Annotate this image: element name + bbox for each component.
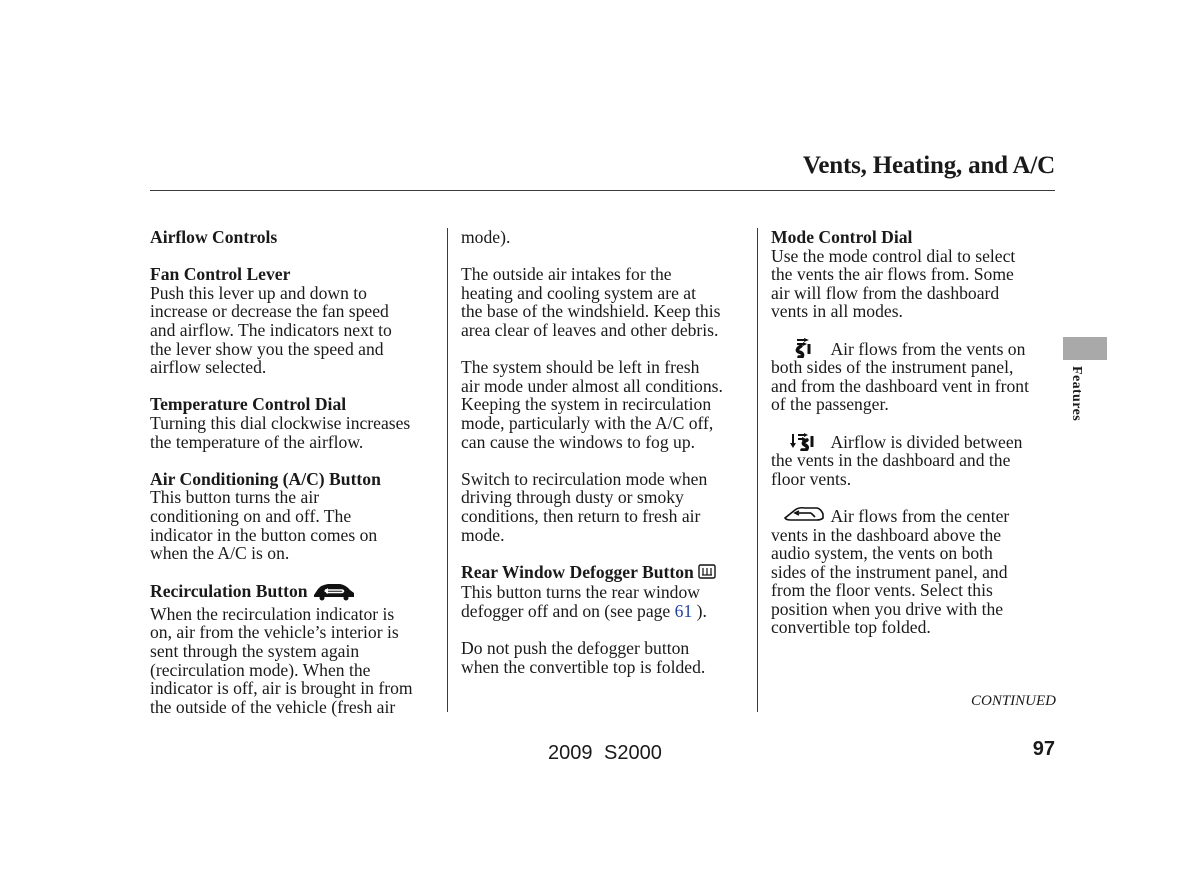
body-line: area clear of leaves and other debris. [461,319,719,340]
body-line: Keeping the system in recirculation [461,394,712,415]
body-line: vents in the dashboard above the [771,524,1002,545]
section-tab-label: Features [1069,366,1084,422]
rear-defogger-icon [698,564,716,584]
section-heading: Airflow Controls [150,227,278,247]
page-reference-link[interactable]: 61 [674,601,693,622]
body-line: conditions, then return to fresh air [461,505,701,526]
body-line: the lever show you the speed and [150,338,384,359]
body-line: sent through the system again [150,641,360,662]
header-rule [150,190,1055,191]
column-middle [461,228,751,695]
body-line: indicator is off, air is brought in from [150,678,413,699]
body-line: mode). [461,227,511,247]
section-heading: Temperature Control Dial [150,394,347,415]
body-text: Air flows from the vents on [830,338,1026,359]
body-line: conditioning on and off. The [150,505,352,526]
body-line: The system should be left in fresh [461,357,700,378]
body-text: Airflow is divided between [830,431,1023,452]
body-text: ). [696,601,707,622]
body-line: air mode under almost all conditions. [461,375,723,396]
body-line: when the convertible top is folded. [461,656,706,677]
body-line: When the recirculation indicator is [150,603,395,624]
body-line: from the floor vents. Select this [771,580,993,601]
body-line: (recirculation mode). When the [150,659,371,680]
section-heading: Air Conditioning (A/C) Button [150,468,381,489]
mode-bilevel-description [771,433,1061,489]
body-line: audio system, the vents on both [771,543,993,564]
body-line: position when you drive with the [771,598,1004,619]
column-divider [757,228,758,712]
mode-face-description [771,340,1061,414]
mode-windshield-description [771,507,1061,637]
body-line: the temperature of the airflow. [150,431,364,452]
ac-section [150,470,440,563]
body-line: convertible top folded. [771,617,931,638]
section-heading: Rear Window Defogger Button [461,561,694,582]
column-left [150,228,440,735]
intake-paragraph [461,265,751,339]
body-line: air will flow from the dashboard [771,282,1000,303]
body-line: Do not push the defogger button [461,638,690,659]
body-line: This button turns the air [150,487,320,508]
body-line: airflow selected. [150,357,267,378]
body-line: the base of the windshield. Keep this [461,301,721,322]
body-line: indicator in the button comes on [150,524,378,545]
body-text: Air flows from the center [830,505,1010,526]
body-line: mode, particularly with the A/C off, [461,412,714,433]
body-line: Use the mode control dial to select [771,245,1016,266]
body-text: defogger off and on (see page [461,601,671,622]
body-line: mode. [461,524,505,545]
page-title: Vents, Heating, and A/C [802,152,1055,179]
body-line: can cause the windows to fog up. [461,431,696,452]
switch-paragraph [461,470,751,544]
body-line: driving through dusty or smoky [461,487,684,508]
body-line: on, air from the vehicle’s interior is [150,622,399,643]
body-line: floor vents. [771,468,852,489]
temperature-section [150,395,440,451]
section-heading: Fan Control Lever [150,264,291,285]
page-number: 97 [1032,738,1055,760]
body-line: Switch to recirculation mode when [461,468,708,489]
body-line: the vents in the dashboard and the [771,450,1011,471]
section-heading: Recirculation Button [150,581,308,602]
body-line: when the A/C is on. [150,543,290,564]
body-line: The outside air intakes for the [461,264,672,285]
defogger-section [461,563,751,621]
column-divider [447,228,448,712]
vent-face-icon [771,340,827,358]
body-line: and airflow. The indicators next to [150,319,392,340]
body-line: heating and cooling system are at [461,282,696,303]
body-line: the vents the air flows from. Some [771,264,1014,285]
body-line: increase or decrease the fan speed [150,301,389,322]
recirculation-car-icon [312,581,356,605]
recirculation-section [150,581,440,716]
continued-label: CONTINUED [970,693,1056,709]
mode-control-section [771,228,1061,321]
section-heading: Mode Control Dial [771,227,913,247]
body-line: and from the dashboard vent in front [771,375,1029,396]
fan-control-section [150,265,440,377]
defogger-warning [461,639,751,676]
body-line: This button turns the rear window [461,582,700,603]
body-line: vents in all modes. [771,301,903,322]
fresh-air-paragraph [461,358,751,451]
column-right [771,228,1061,656]
body-line: Push this lever up and down to [150,282,367,303]
footer-model: 2009 S2000 [548,742,662,764]
section-tab-marker [1063,337,1107,360]
body-line: both sides of the instrument panel, [771,357,1014,378]
vent-bilevel-icon [771,433,827,451]
body-line: Turning this dial clockwise increases [150,412,411,433]
body-line: sides of the instrument panel, and [771,561,1008,582]
body-line: the outside of the vehicle (fresh air [150,696,396,717]
body-line: of the passenger. [771,394,889,415]
windshield-floor-icon [771,507,827,525]
